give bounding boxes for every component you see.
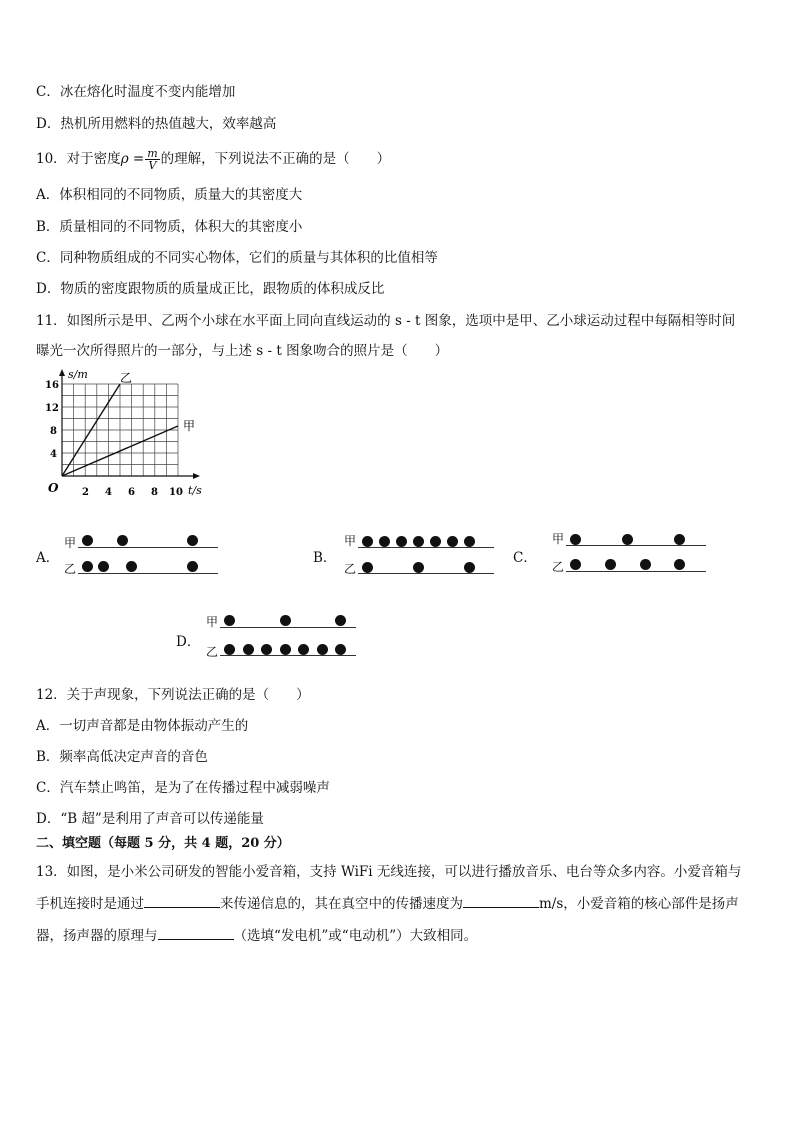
q11-option-b-photo bbox=[344, 532, 504, 578]
q10-option-c: C．同种物质组成的不同实心物体，它们的质量与其体积的比值相等 bbox=[36, 250, 438, 266]
ball bbox=[117, 535, 128, 546]
ball bbox=[224, 615, 235, 626]
xtick-4: 4 bbox=[105, 487, 112, 498]
ball bbox=[430, 536, 441, 547]
ball bbox=[261, 644, 272, 655]
ball bbox=[362, 536, 373, 547]
ball bbox=[224, 644, 235, 655]
q13-line2-a: 手机连接时是通过 bbox=[36, 896, 144, 912]
row-jia-label: 甲 bbox=[344, 534, 357, 548]
line-jia-label: 甲 bbox=[183, 419, 196, 433]
q10-formula-num: m bbox=[147, 147, 158, 160]
ball bbox=[447, 536, 458, 547]
q13-line1: 13．如图，是小米公司研发的智能小爱音箱，支持 WiFi 无线连接，可以进行播放音乐、电台等众多内容。小爱音箱与 bbox=[36, 864, 742, 880]
ytick-12: 12 bbox=[45, 403, 59, 414]
y-axis-label: s/m bbox=[68, 368, 88, 381]
q13-blank-1[interactable] bbox=[144, 895, 220, 908]
ball bbox=[570, 534, 581, 545]
section-title: 二、填空题（每题 5 分，共 4 题，20 分） bbox=[36, 836, 290, 851]
q12-option-b: B．频率高低决定声音的音色 bbox=[36, 749, 208, 765]
x-axis-label: t/s bbox=[188, 484, 202, 497]
row-yi-label: 乙 bbox=[64, 562, 77, 576]
ball bbox=[280, 615, 291, 626]
q11-st-graph bbox=[38, 368, 218, 503]
q11-option-a-label: A． bbox=[36, 550, 60, 566]
x-axis-arrow bbox=[193, 473, 200, 479]
row-jia-label: 甲 bbox=[552, 532, 565, 546]
q9-option-d: D．热机所用燃料的热值越大，效率越高 bbox=[36, 116, 277, 132]
q10-stem bbox=[36, 148, 390, 171]
ball bbox=[243, 644, 254, 655]
q10-option-b: B．质量相同的不同物质，体积大的其密度小 bbox=[36, 219, 303, 235]
q12-option-a: A．一切声音都是由物体振动产生的 bbox=[36, 718, 249, 734]
track-jia bbox=[220, 627, 356, 628]
ball bbox=[640, 559, 651, 570]
graph-grid bbox=[62, 384, 178, 476]
row-yi-label: 乙 bbox=[344, 562, 357, 576]
row-yi-label: 乙 bbox=[552, 560, 565, 574]
q13-blank-3[interactable] bbox=[158, 927, 234, 940]
q13-line2-b: 来传递信息的，其在真空中的传播速度为 bbox=[220, 896, 463, 912]
ball bbox=[379, 536, 390, 547]
ball bbox=[396, 536, 407, 547]
q13-line3-b: （选填“发电机”或“电动机”）大致相同。 bbox=[233, 928, 478, 944]
ball bbox=[317, 644, 328, 655]
ytick-16: 16 bbox=[45, 380, 59, 391]
ball bbox=[280, 644, 291, 655]
ball bbox=[82, 561, 93, 572]
ball bbox=[98, 561, 109, 572]
q10-stem-pre: 10．对于密度 bbox=[36, 151, 121, 167]
q12-stem: 12．关于声现象，下列说法正确的是（ ） bbox=[36, 687, 310, 703]
q11-stem-line1: 11．如图所示是甲、乙两个小球在水平面上同向直线运动的 s - t 图象，选项中是甲、乙小球运动过程中每隔相等时间 bbox=[36, 313, 736, 329]
row-jia-label: 甲 bbox=[64, 536, 77, 550]
track-jia bbox=[566, 545, 706, 546]
q12-option-d: D．“B 超”是利用了声音可以传递能量 bbox=[36, 811, 264, 827]
q11-option-d-label: D． bbox=[176, 634, 201, 650]
q11-option-a-photo bbox=[64, 532, 224, 578]
xtick-10: 10 bbox=[169, 487, 183, 498]
ball bbox=[605, 559, 616, 570]
q10-formula-rho: ρ = bbox=[120, 151, 145, 167]
row-jia-label: 甲 bbox=[206, 615, 219, 629]
ball bbox=[187, 561, 198, 572]
q10-formula-den: V bbox=[148, 159, 157, 172]
row-yi-label: 乙 bbox=[206, 645, 219, 659]
ball bbox=[413, 536, 424, 547]
track-yi bbox=[566, 571, 706, 572]
track-yi bbox=[358, 573, 494, 574]
ytick-8: 8 bbox=[50, 426, 57, 437]
origin-label: O bbox=[48, 481, 59, 495]
ball bbox=[298, 644, 309, 655]
ball bbox=[335, 615, 346, 626]
xtick-2: 2 bbox=[82, 487, 89, 498]
q10-formula-fraction bbox=[145, 148, 159, 171]
ball bbox=[570, 559, 581, 570]
q9-option-c: C．冰在熔化时温度不变内能增加 bbox=[36, 84, 236, 100]
xtick-6: 6 bbox=[128, 487, 135, 498]
line-yi-label: 乙 bbox=[120, 371, 133, 385]
q11-option-c-label: C． bbox=[513, 550, 537, 566]
ball bbox=[464, 536, 475, 547]
q12-option-c: C．汽车禁止鸣笛，是为了在传播过程中减弱噪声 bbox=[36, 780, 330, 796]
track-yi bbox=[78, 573, 218, 574]
y-axis-arrow bbox=[59, 369, 65, 376]
ball bbox=[362, 562, 373, 573]
ball bbox=[413, 562, 424, 573]
track-jia bbox=[78, 547, 218, 548]
ball bbox=[335, 644, 346, 655]
q11-option-c-photo bbox=[552, 530, 712, 576]
ball bbox=[187, 535, 198, 546]
ball bbox=[674, 559, 685, 570]
ball bbox=[126, 561, 137, 572]
q13-blank-2[interactable] bbox=[463, 895, 539, 908]
track-jia bbox=[358, 547, 494, 548]
q10-option-a: A．体积相同的不同物质，质量大的其密度大 bbox=[36, 187, 303, 203]
xtick-8: 8 bbox=[151, 487, 158, 498]
q10-stem-post: 的理解，下列说法不正确的是（ ） bbox=[160, 151, 391, 167]
track-yi bbox=[220, 655, 356, 656]
ball bbox=[622, 534, 633, 545]
q11-stem-line2: 曝光一次所得照片的一部分，与上述 s - t 图象吻合的照片是（ ） bbox=[36, 343, 449, 359]
ball bbox=[674, 534, 685, 545]
q13-line3 bbox=[36, 927, 477, 945]
ball bbox=[82, 535, 93, 546]
q11-option-d-photo bbox=[206, 613, 366, 659]
q10-option-d: D．物质的密度跟物质的质量成正比，跟物质的体积成反比 bbox=[36, 281, 385, 297]
q13-line2 bbox=[36, 895, 739, 913]
q13-line3-a: 器，扬声器的原理与 bbox=[36, 928, 158, 944]
ytick-4: 4 bbox=[50, 449, 57, 460]
q13-line2-c: m/s，小爱音箱的核心部件是扬声 bbox=[539, 896, 739, 912]
q11-option-b-label: B． bbox=[313, 550, 337, 566]
ball bbox=[464, 562, 475, 573]
